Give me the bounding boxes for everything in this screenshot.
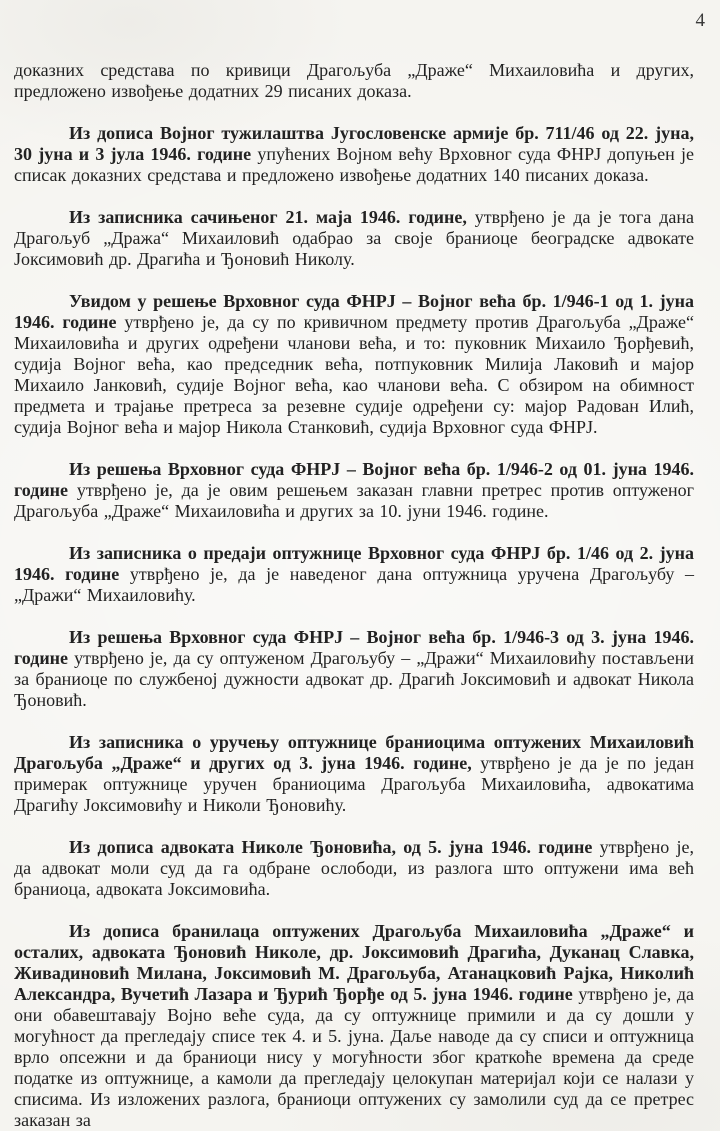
paragraph-text: доказних средстава по кривици Драгољуба „Драже“ Михаиловића и других, предложено извођење додатних 29 писаних доказа.	[14, 60, 694, 101]
paragraph-text: утврђено је, да адвокат моли суд да га одбране ослободи, из разлога што оптужени има већ браниоца, адвоката Јоксимовића.	[14, 837, 695, 899]
paragraph-text: утврђено је, да су оптуженом Драгољубу – „Дражи“ Михаиловићу постављени за браниоце по службеној дужности адвокат др. Драгић Јоксимовић и адвокат Никола Ђоновић.	[14, 648, 694, 710]
paragraph-lead: Из записника сачињеног 21. маја 1946. године,	[69, 207, 467, 227]
paragraph	[14, 291, 694, 438]
paragraph-text: упућених Војном већу Врховног суда ФНРЈ допуњен је списак доказних средстава и предложено извођење додатних 140 писаних доказа.	[14, 144, 694, 185]
paragraph	[14, 627, 694, 711]
paragraph-lead: Из решења Врховног суда ФНРЈ – Војног већа бр. 1/946-3 од 3. јуна 1946. године	[14, 627, 694, 668]
paragraph-text: утврђено је, да су по кривичном предмету против Драгољуба „Драже“ Михаиловића и других одређени чланови већа, и то: пуковник Михаило Ђорђевић, судија Војног већа, као председник већа, потпуковник Милија Лаковић и мајор Михаило Јанковић, судије Војног већа, као чланови већа. С обзиром на обимност предмета и трајање претреса за резевне судије одређени су: мајор Радован Илић, судија Војног већа и мајор Никола Станковић, судија Врховног суда ФНРЈ.	[14, 312, 694, 437]
paragraph-text: утврђено је, да је наведеног дана оптужница уручена Драгољубу – „Дражи“ Михаиловићу.	[14, 564, 695, 605]
paragraph-lead: Увидом у решење Врховног суда ФНРЈ – Војног већа бр. 1/946-1 од 1. јуна 1946. године	[14, 291, 694, 332]
paragraph	[14, 459, 694, 522]
paragraph-text: утврђено је, да је овим решењем заказан главни претрес против оптуженог Драгољуба „Драже“ Михаиловића и других за 10. јуни 1946. године.	[14, 480, 694, 521]
page-number: 4	[695, 10, 705, 31]
paragraph-lead: Из дописа Војног тужилаштва Југословенске армије бр. 711/46 од 22. јуна, 30 јуна и 3 јула 1946. године	[14, 123, 694, 164]
paragraph	[14, 732, 694, 816]
paragraph-lead: Из записника о предаји оптужнице Врховног суда ФНРЈ бр. 1/46 од 2. јуна 1946. године	[14, 543, 694, 584]
paragraph	[14, 921, 694, 1131]
document-body	[14, 60, 694, 1131]
paragraph-lead: Из дописа бранилаца оптужених Драгољуба Михаиловића „Драже“ и осталих, адвоката Ђоновић Николе, др. Јоксимовић Драгића, Дуканац Славка, Живадиновић Милана, Јоксимовић М. Драгољуба, Атанацковић Рајка, Николић Александра, Вучетић Лазара и Ђурић Ђорђе од 5. јуна 1946. године	[14, 921, 694, 1004]
paragraph-lead: Из решења Врховног суда ФНРЈ – Војног већа бр. 1/946-2 од 01. јуна 1946. године	[14, 459, 694, 500]
paragraph	[14, 837, 694, 900]
paragraph-lead: Из записника о уручењу оптужнице браниоцима оптужених Михаиловић Драгољуба „Драже“ и других од 3. јуна 1946. године,	[14, 732, 694, 773]
paragraph-text: утврђено је да је по један примерак оптужнице уручен браниоцима Драгољуба Михаиловића, адвокатима Драгићу Јоксимовићу и Николи Ђоновићу.	[14, 753, 694, 815]
paragraph	[14, 543, 694, 606]
paragraph-text: утврђено је, да они обавештавају Војно веће суда, да су оптужнице примили и да су дошли у могућност да прегледају списе тек 4. и 5. јуна. Даље наводе да су списи и оптужница врло опсежни и да браниоци нису у могућности због краткоће времена да среде податке из оптужнице, а камоли да прегледају целокупан материјал који се налази у списима. Из изложених разлога, браниоци оптужених су замолили суд да се претрес заказан за	[14, 984, 694, 1130]
paragraph-text: утврђено је да је тога дана Драгољуб „Дража“ Михаиловић одабрао за своје браниоце београдске адвокате Јоксимовић др. Драгића и Ђоновић Николу.	[14, 207, 694, 269]
paragraph-lead: Из дописа адвоката Николе Ђоновића, од 5. јуна 1946. године	[69, 837, 593, 857]
paragraph	[14, 60, 694, 102]
paragraph	[14, 207, 694, 270]
paragraph	[14, 123, 694, 186]
